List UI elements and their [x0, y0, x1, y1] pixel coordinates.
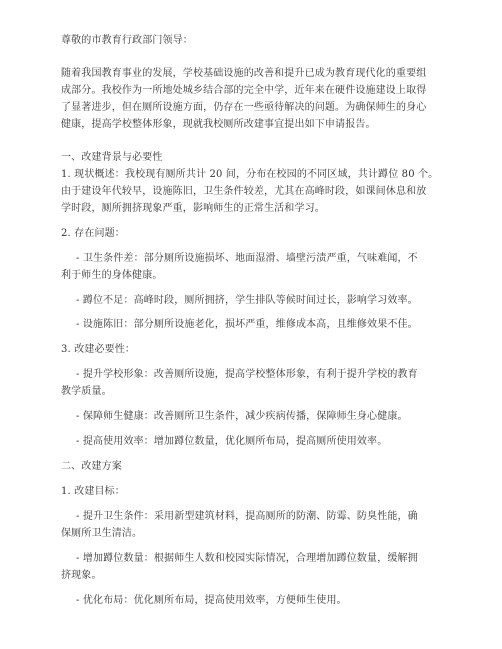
list-item-continuation: 保厕所卫生清洁。: [61, 528, 143, 539]
list-item: - 卫生条件差：部分厕所设施损坏、地面湿滑、墙壁污渍严重，气味难闻，不: [76, 253, 418, 264]
list-item: - 保障师生健康：改善厕所卫生条件，减少疾病传播，保障师生身心健康。: [76, 411, 408, 422]
subheading: 3. 改建必要性：: [61, 344, 136, 355]
paragraph-line: 由于建设年代较早，设施陈旧，卫生条件较差，尤其在高峰时段，如课间休息和放: [61, 186, 427, 197]
subheading: 1. 改建目标：: [61, 486, 125, 497]
paragraph-line: 1. 现状概述：我校现有厕所共计 20 间，分布在校园的不同区域，共计蹲位 80 个。: [61, 169, 439, 180]
list-item: - 增加蹲位数量：根据师生人数和校园实际情况，合理增加蹲位数量，缓解拥: [76, 553, 418, 564]
intro-line-1: 随着我国教育事业的发展，学校基础设施的改善和提升已成为教育现代化的重要组: [61, 68, 427, 79]
list-item-continuation: 教学质量。: [61, 386, 112, 397]
section-heading-2: 二、改建方案: [61, 461, 122, 472]
section-heading-1: 一、改建背景与必要性: [61, 152, 163, 163]
list-item: - 提高使用效率：增加蹲位数量，优化厕所布局，提高厕所使用效率。: [76, 436, 388, 447]
intro-line-3: 了显著进步，但在厕所设施方面，仍存在一些亟待解决的问题。为确保师生的身心: [61, 102, 427, 113]
list-item: - 提升学校形象：改善厕所设施，提高学校整体形象，有利于提升学校的教育: [76, 369, 418, 380]
paragraph-line: 学时段，厕所拥挤现象严重，影响师生的正常生活和学习。: [61, 203, 325, 214]
list-item: - 蹲位不足：高峰时段，厕所拥挤，学生排队等候时间过长，影响学习效率。: [76, 295, 418, 306]
list-item: - 提升卫生条件：采用新型建筑材料，提高厕所的防潮、防霉、防臭性能，确: [76, 511, 418, 522]
salutation: 尊敬的市教育行政部门领导：: [61, 35, 193, 46]
list-item-continuation: 挤现象。: [61, 570, 102, 581]
intro-line-4: 健康，提高学校整体形象，现就我校厕所改建事宜提出如下申请报告。: [61, 119, 376, 130]
subheading: 2. 存在问题：: [61, 228, 125, 239]
list-item: - 优化布局：优化厕所布局，提高使用效率，方便师生使用。: [76, 595, 347, 606]
list-item: - 设施陈旧：部分厕所设施老化，损坏严重，维修成本高，且维修效果不佳。: [76, 319, 418, 330]
intro-line-2: 成部分。我校作为一所地处城乡结合部的完全中学，近年来在硬件设施建设上取得: [61, 85, 427, 96]
list-item-continuation: 利于师生的身体健康。: [61, 270, 163, 281]
